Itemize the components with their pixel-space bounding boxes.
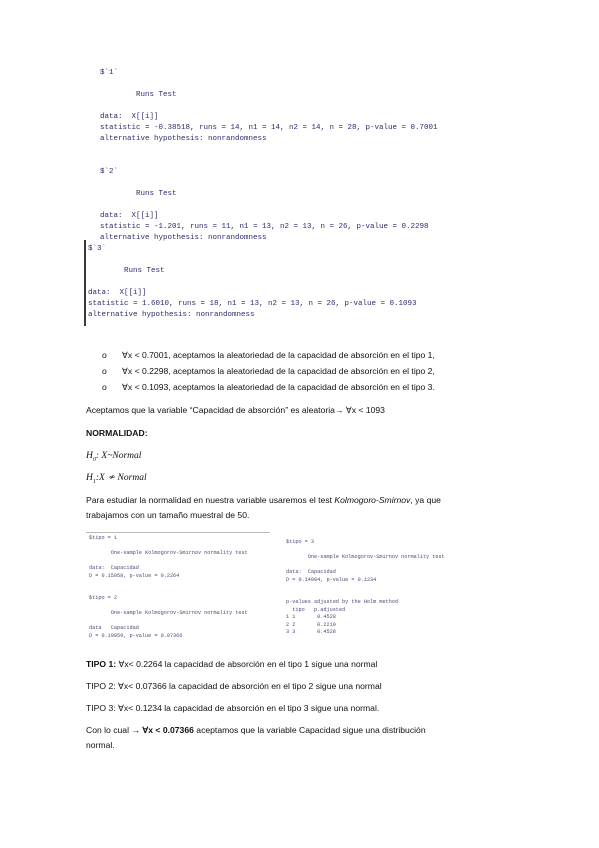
console-line: statistic = -1.201, runs = 11, n1 = 13, n2 = 13, n = 26, p-value = 0.2298	[100, 223, 429, 231]
console-line: alternative hypothesis: nonrandomness	[100, 135, 267, 143]
console-line: $`1`	[100, 69, 119, 77]
console-line	[286, 592, 486, 600]
console-line: D = 0.19959, p-value = 0.07366	[89, 632, 183, 639]
console-line	[100, 101, 480, 112]
console-line	[286, 562, 486, 570]
ks-test-output-3	[283, 537, 489, 644]
console-line: One-sample Kolmogorov-Smirnov normality test	[286, 554, 445, 560]
runs-test-output-1-2	[100, 68, 480, 242]
console-text	[88, 244, 488, 321]
hypothesis-h0: $H_0$: X~Normal	[86, 451, 142, 463]
console-left-border	[84, 240, 86, 326]
console-line: data: X[[i]]	[88, 289, 147, 297]
console-line: Runs Test	[100, 91, 177, 99]
ks-test-output-1-2	[86, 532, 270, 645]
console-line	[100, 145, 480, 156]
console-line: $`3`	[88, 245, 107, 253]
console-line	[89, 618, 267, 626]
bullet-marker: o	[102, 382, 107, 392]
randomness-conclusion: Aceptamos que la variable “Capacidad de absorción” es aleatoria→ ∀x < 1093	[86, 405, 385, 415]
final-conclusion-line2: normal.	[86, 740, 115, 750]
hypothesis-h1: $H_1:X$ ≁ Normal	[86, 473, 147, 485]
console-line	[286, 584, 486, 592]
console-line: alternative hypothesis: nonrandomness	[100, 234, 267, 242]
console-line: 3 3 0.4528	[286, 629, 336, 635]
console-line: p-values adjusted by the Holm method	[286, 599, 399, 605]
console-line: tipo p.adjusted	[286, 606, 346, 613]
console-line	[100, 200, 480, 211]
console-line: statistic = -0.38518, runs = 14, n1 = 14, n2 = 14, n = 28, p-value = 0.7001	[100, 124, 438, 132]
console-line: D = 0.15958, p-value = 0.2264	[89, 572, 180, 579]
list-item: o ∀x < 0.7001, aceptamos la aleatoriedad de la capacidad de absorción en el tipo 1,	[102, 350, 435, 360]
console-line: $tipo = 3	[286, 539, 315, 545]
console-line: alternative hypothesis: nonrandomness	[88, 311, 255, 319]
console-line: data: Capacidad	[286, 569, 336, 575]
console-line: $`2`	[100, 168, 119, 176]
console-line	[89, 588, 267, 596]
runs-test-output-3	[88, 244, 488, 324]
ks-paragraph-line1: Para estudiar la normalidad en nuestra variable usaremos el test Kolmogoro-Smirnov, ya que	[86, 495, 441, 505]
console-line: data Capacidad	[89, 625, 139, 631]
console-line: $tipo = 2	[89, 595, 118, 601]
console-line	[88, 255, 488, 266]
console-line: $tipo = 1	[89, 535, 118, 541]
console-line	[88, 277, 488, 288]
console-line	[89, 603, 267, 611]
console-text	[283, 537, 489, 639]
console-line	[286, 547, 486, 555]
console-line: 1 1 0.4528	[286, 614, 336, 620]
section-heading-normalidad: NORMALIDAD:	[86, 428, 148, 438]
console-line	[100, 156, 480, 167]
console-line	[89, 580, 267, 588]
console-line: One-sample Kolmogorov-Smirnov normality test	[89, 610, 248, 616]
console-line: data: X[[i]]	[100, 212, 159, 220]
bullet-marker: o	[102, 350, 107, 360]
console-line	[100, 178, 480, 189]
list-item: o ∀x < 0.2298, aceptamos la aleatoriedad de la capacidad de absorción en el tipo 2,	[102, 366, 435, 376]
console-text	[100, 68, 480, 244]
console-line	[89, 543, 267, 551]
console-line: data: X[[i]]	[100, 113, 159, 121]
ks-paragraph-line2: trabajamos con un tamaño muestral de 50.	[86, 510, 250, 520]
console-line: data: Capacidad	[89, 565, 139, 571]
tipo-line: TIPO 2: ∀x< 0.07366 la capacidad de absorción en el tipo 2 sigue una normal	[86, 681, 382, 691]
list-item: o ∀x < 0.1093, aceptamos la aleatoriedad de la capacidad de absorción en el tipo 3.	[102, 382, 435, 392]
console-line: Runs Test	[88, 267, 165, 275]
console-line: 2 2 0.2210	[286, 621, 336, 628]
console-line: statistic = 1.6010, runs = 18, n1 = 13, n2 = 13, n = 26, p-value = 0.1093	[88, 300, 417, 308]
console-line: Runs Test	[100, 190, 177, 198]
console-line	[89, 558, 267, 566]
tipo-line: TIPO 3: ∀x< 0.1234 la capacidad de absorción en el tipo 3 sigue una normal.	[86, 703, 380, 713]
console-line: D = 0.14994, p-value = 0.1234	[286, 576, 377, 583]
console-line	[100, 79, 480, 90]
console-text	[86, 533, 270, 642]
tipo-line: TIPO 1: ∀x< 0.2264 la capacidad de absorción en el tipo 1 sigue una normal	[86, 659, 378, 669]
bullet-marker: o	[102, 366, 107, 376]
final-conclusion-line1: Con lo cual → ∀x < 0.07366 aceptamos que la variable Capacidad sigue una distribución	[86, 725, 426, 735]
console-line: One-sample Kolmogorov-Smirnov normality test	[89, 550, 248, 556]
